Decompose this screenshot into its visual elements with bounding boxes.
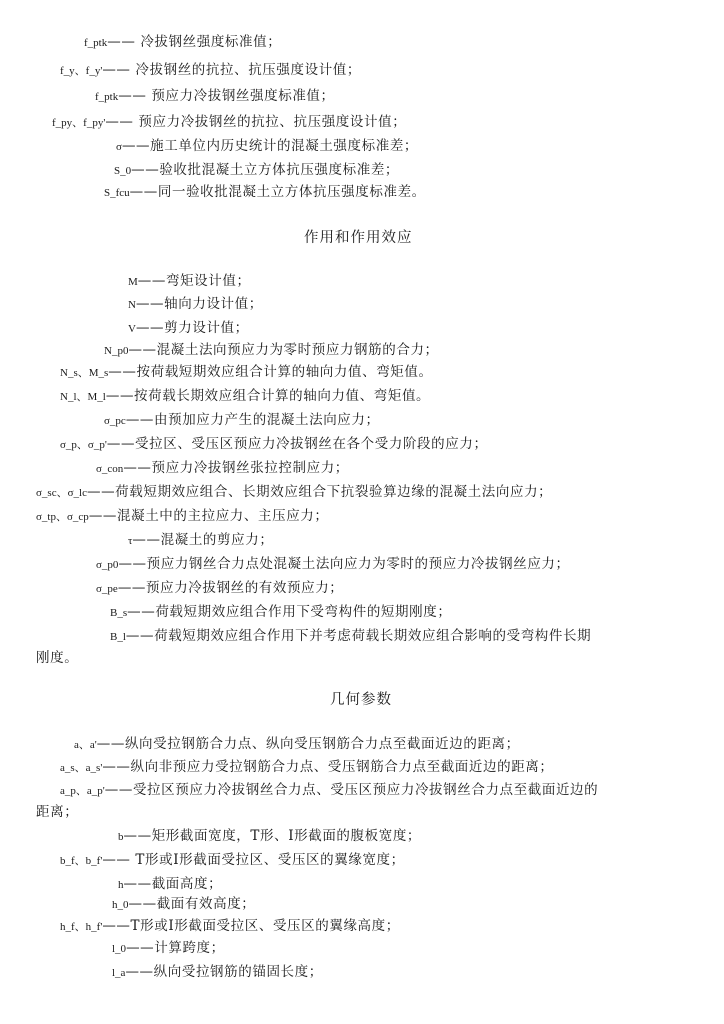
action-line-15 [110, 602, 451, 623]
symbol: B_l [110, 631, 126, 643]
material-line-3 [95, 86, 335, 107]
section-heading-geometry: 几何参数 [330, 692, 392, 708]
symbol: h [118, 879, 124, 891]
symbol: l_0 [112, 943, 127, 955]
section-heading-actions: 作用和作用效应 [304, 230, 413, 246]
definition: ——纵向非预应力受拉钢筋合力点、受压钢筋合力点至截面近边的距离； [102, 759, 554, 775]
symbol: N [128, 299, 136, 311]
definition: 刚度。 [36, 650, 79, 666]
definition: —— 冷拔钢丝强度标准值； [107, 34, 282, 50]
geometry-line-2 [60, 757, 554, 778]
geometry-line-10 [112, 938, 225, 959]
definition: 距离； [36, 804, 79, 820]
action-line-11 [36, 506, 329, 527]
symbol: σ_p、σ_p' [60, 439, 107, 451]
definition: —— 冷拔钢丝的抗拉、抗压强度设计值； [102, 62, 362, 78]
material-line-5 [116, 136, 418, 157]
symbol: σ_pe [96, 583, 118, 595]
symbol: a、a' [74, 739, 97, 751]
action-line-12 [128, 530, 273, 551]
symbol: σ_sc、σ_lc [36, 487, 87, 499]
symbol: N_s、M_s [60, 367, 109, 379]
geometry-line-3 [60, 780, 598, 801]
symbol: σ [116, 141, 122, 153]
definition: ——轴向力设计值； [135, 296, 263, 312]
symbol: σ_p0 [96, 559, 119, 571]
material-line-2 [60, 60, 361, 81]
geometry-line-8 [112, 894, 255, 915]
definition: ——截面有效高度； [128, 896, 256, 912]
definition: ——混凝土的剪应力； [132, 532, 274, 548]
geometry-line-11 [112, 962, 323, 983]
definition: ——荷载短期效应组合作用下并考虑荷载长期效应组合影响的受弯构件长期 [125, 628, 592, 644]
symbol: f_py、f_py' [52, 117, 106, 129]
symbol: S_0 [114, 165, 132, 177]
geometry-line-1 [74, 734, 520, 755]
symbol: σ_con [96, 463, 124, 475]
definition: ——纵向受拉钢筋合力点、纵向受压钢筋合力点至截面近边的距离； [96, 736, 520, 752]
definition: ——剪力设计值； [135, 320, 249, 336]
definition: ——荷载短期效应组合作用下受弯构件的短期刚度； [127, 604, 452, 620]
action-line-9 [96, 458, 349, 479]
definition: ——混凝土中的主拉应力、主压应力； [88, 508, 329, 524]
definition: ——按荷载长期效应组合计算的轴向力值、弯矩值。 [105, 388, 431, 404]
symbol: b [118, 831, 124, 843]
symbol: f_ptk [95, 91, 119, 103]
material-line-7 [104, 182, 426, 203]
definition: ——按荷载短期效应组合计算的轴向力值、弯矩值。 [108, 364, 433, 380]
symbol: b_f、b_f' [60, 855, 103, 867]
material-line-4 [52, 112, 406, 133]
action-line-10 [36, 482, 552, 503]
definition: ——受拉区、受压区预应力冷拔钢丝在各个受力阶段的应力； [106, 436, 488, 452]
action-line-2 [128, 294, 263, 315]
material-line-1 [84, 32, 281, 53]
definition: —— 预应力冷拔钢丝强度标准值； [118, 88, 335, 104]
geometry-line-4 [36, 802, 78, 823]
symbol: h_f、h_f' [60, 921, 103, 933]
geometry-line-5 [118, 826, 421, 847]
action-line-3 [128, 318, 249, 339]
definition: ——受拉区预应力冷拔钢丝合力点、受压区预应力冷拔钢丝合力点至截面近边的 [104, 782, 599, 798]
symbol: a_s、a_s' [60, 762, 103, 774]
definition: ——施工单位内历史统计的混凝土强度标准差； [121, 138, 419, 154]
action-line-1 [128, 271, 251, 292]
symbol: h_0 [112, 899, 129, 911]
action-line-17 [36, 648, 78, 669]
definition: ——预应力钢丝合力点处混凝土法向应力为零时的预应力冷拔钢丝应力； [118, 556, 570, 572]
material-line-6 [114, 160, 399, 181]
action-line-13 [96, 554, 570, 575]
definition: ——同一验收批混凝土立方体抗压强度标准差。 [129, 184, 426, 200]
action-line-4 [104, 340, 439, 361]
definition: ——矩形截面宽度，T形、I形截面的腹板宽度； [123, 828, 422, 844]
definition: ——预应力冷拔钢丝的有效预应力； [117, 580, 344, 596]
definition: ——截面高度； [123, 876, 223, 892]
symbol: σ_pc [104, 415, 126, 427]
symbol: N_p0 [104, 345, 129, 357]
action-line-5 [60, 362, 433, 383]
symbol: N_l、M_l [60, 391, 106, 403]
symbol: l_a [112, 967, 126, 979]
action-line-6 [60, 386, 430, 407]
geometry-line-9 [60, 916, 400, 937]
definition: ——T形或I形截面受拉区、受压区的翼缘高度； [102, 918, 400, 934]
symbol: B_s [110, 607, 128, 619]
definition: ——验收批混凝土立方体抗压强度标准差； [131, 162, 400, 178]
definition: —— 预应力冷拔钢丝的抗拉、抗压强度设计值； [105, 114, 407, 130]
symbol: τ [128, 535, 133, 547]
geometry-line-7 [118, 874, 222, 895]
definition: —— T形或I形截面受拉区、受压区的翼缘宽度； [102, 852, 405, 868]
definition: ——弯矩设计值； [137, 273, 251, 289]
action-line-7 [104, 410, 380, 431]
symbol: V [128, 323, 136, 335]
definition: ——荷载短期效应组合、长期效应组合下抗裂验算边缘的混凝土法向应力； [86, 484, 553, 500]
action-line-8 [60, 434, 488, 455]
geometry-line-6 [60, 850, 405, 871]
definition: ——预应力冷拔钢丝张拉控制应力； [123, 460, 349, 476]
symbol: M [128, 276, 138, 288]
action-line-16 [110, 626, 591, 647]
symbol: S_fcu [104, 187, 130, 199]
definition: ——由预加应力产生的混凝土法向应力； [125, 412, 380, 428]
symbol: f_ptk [84, 37, 108, 49]
definition: ——计算跨度； [126, 940, 225, 956]
symbol: σ_tp、σ_cp [36, 511, 89, 523]
definition: ——混凝土法向预应力为零时预应力钢筋的合力； [128, 342, 439, 358]
symbol: a_p、a_p' [60, 785, 105, 797]
definition: ——纵向受拉钢筋的锚固长度； [125, 964, 323, 980]
symbol: f_y、f_y' [60, 65, 103, 77]
action-line-14 [96, 578, 343, 599]
